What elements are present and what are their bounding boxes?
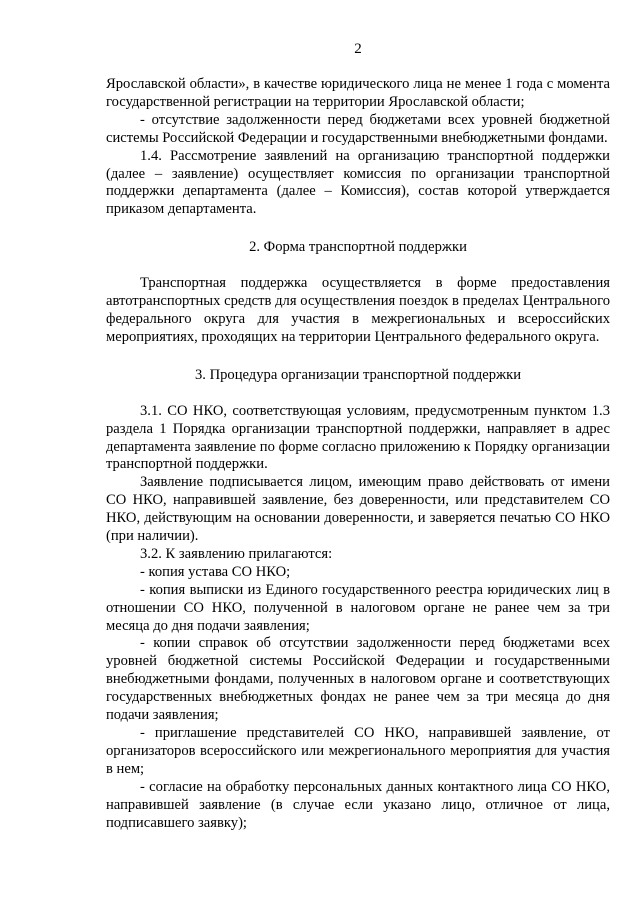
paragraph: Ярославской области», в качестве юридического лица не менее 1 года с момента государственной регистрации на территории Ярославской области; — [106, 76, 610, 110]
paragraph: 3.2. К заявлению прилагаются: — [140, 545, 333, 562]
paragraph: 3.1. СО НКО, соответствующая условиям, предусмотренным пунктом 1.3 раздела 1 Порядка организации транспортной поддержки, направляет в адрес департамента заявление по форме согласно приложению к Порядку организации транспортной поддержки. — [106, 402, 610, 473]
section-1-continuation — [106, 76, 610, 219]
paragraph: Заявление подписывается лицом, имеющим право действовать от имени СО НКО, направившей заявление, без доверенности, или представителем СО НКО, действующим на основании доверенности, и заверяется печатью СО НКО (при наличии). — [106, 474, 610, 545]
paragraph: - отсутствие задолженности перед бюджетами всех уровней бюджетной системы Российской Федерации и государственными внебюджетными фондами. — [106, 111, 610, 146]
paragraph: Транспортная поддержка осуществляется в форме предоставления автотранспортных средств для осуществления поездок в пределах Центрального федерального округа для участия в межрегиональных и всероссийских мероприятиях, проходящих на территории Центрального федерального округа. — [106, 275, 610, 345]
paragraph: - копии справок об отсутствии задолженности перед бюджетами всех уровней бюджетной системы Российской Федерации и государственными внебюджетными фондами, полученных в налоговом органе и соответствующих государственных внебюджетных фондах не ранее чем за три месяца до дня подачи заявления; — [106, 635, 610, 724]
paragraph: - копия выписки из Единого государственного реестра юридических лиц в отношении СО НКО, полученной в налоговом органе не ранее чем за три месяца до дня подачи заявления; — [106, 581, 610, 634]
page-number: 2 — [354, 41, 362, 57]
paragraph: 1.4. Рассмотрение заявлений на организацию транспортной поддержки (далее – заявление) осуществляет комиссия по организации транспортной поддержки департамента (далее – Комиссия), состав которой утверждается приказом департамента. — [106, 147, 610, 218]
section-2-body — [106, 275, 610, 347]
paragraph: - приглашение представителей СО НКО, направившей заявление, от организаторов всероссийского или межрегионального мероприятия для участия в нем; — [106, 725, 610, 777]
section-2-heading: 2. Форма транспортной поддержки — [249, 239, 467, 256]
paragraph: - копия устава СО НКО; — [140, 563, 291, 580]
section-3-body — [106, 403, 610, 833]
paragraph: - согласие на обработку персональных данных контактного лица СО НКО, направившей заявление (в случае если указано лицо, отличное от лица, подписавшего заявку); — [106, 778, 610, 831]
section-3-heading: 3. Процедура организации транспортной поддержки — [194, 366, 522, 383]
